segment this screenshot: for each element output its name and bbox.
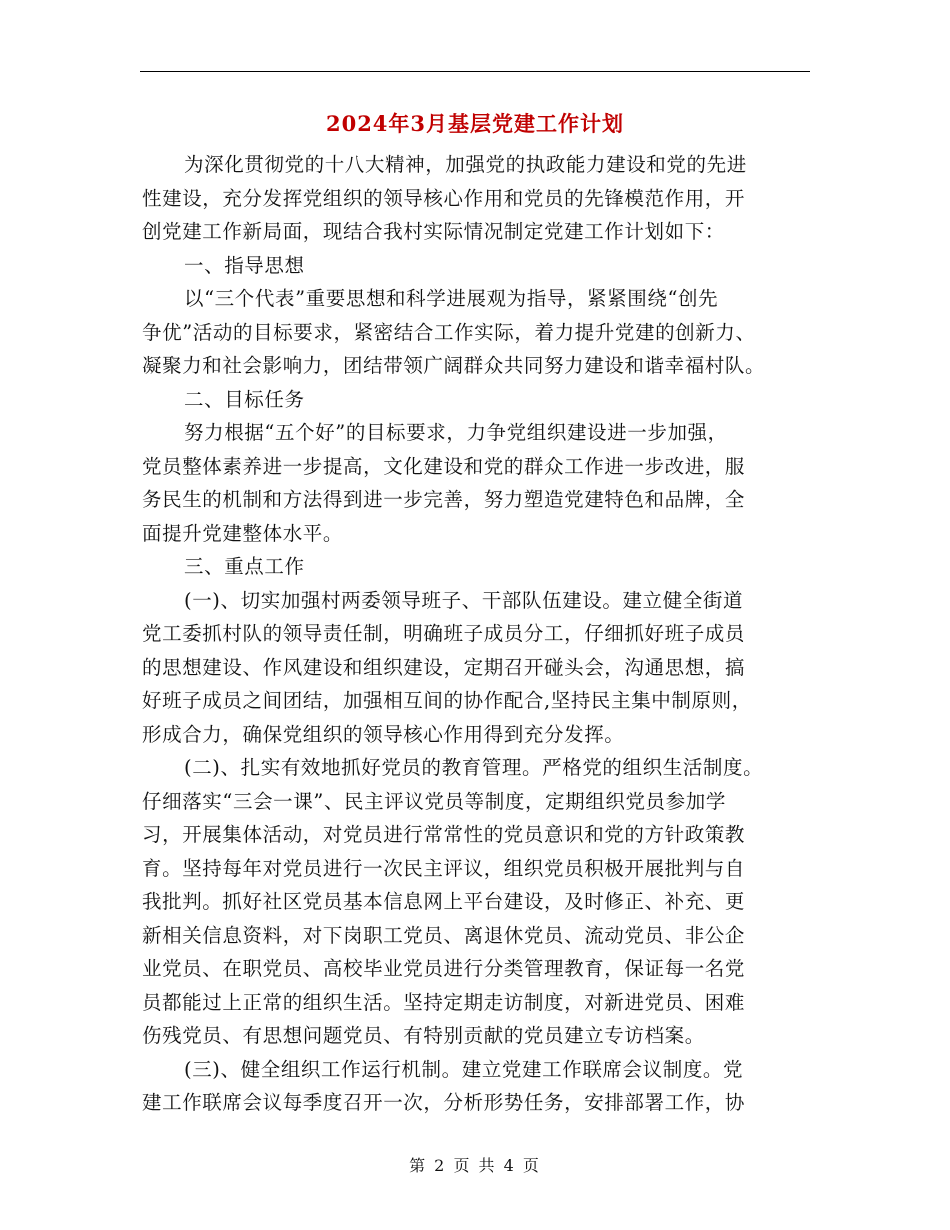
text-line: 业党员、在职党员、高校毕业党员进行分类管理教育，保证每一名党 <box>142 957 746 980</box>
text-line: 以“三个代表”重要思想和科学进展观为指导，紧紧围绕“创先 <box>184 287 719 310</box>
header-rule <box>140 71 810 72</box>
text-line: 党工委抓村队的领导责任制，明确班子成员分工，仔细抓好班子成员 <box>142 622 746 645</box>
text-line: 为深化贯彻党的十八大精神，加强党的执政能力建设和党的先进 <box>184 153 747 176</box>
document-body <box>142 148 802 1120</box>
text-line: 党员整体素养进一步提高，文化建设和党的群众工作进一步改进，服 <box>142 454 746 478</box>
text-line: 形成合力，确保党组织的领导核心作用得到充分发挥。 <box>142 722 625 746</box>
text-line: 育。坚持每年对党员进行一次民主评议，组织党员积极开展批判与自 <box>142 856 746 880</box>
text-line: (二)、扎实有效地抓好党员的教育管理。严格党的组织生活制度。 <box>184 756 764 779</box>
text-line: 习，开展集体活动，对党员进行常常性的党员意识和党的方针政策教 <box>142 823 746 846</box>
text-line: (一)、切实加强村两委领导班子、干部队伍建设。建立健全街道 <box>184 588 744 612</box>
text-line: 面提升党建整体水平。 <box>142 521 344 545</box>
text-line: 的思想建设、作风建设和组织建设，定期召开碰头会，沟通思想，搞 <box>142 655 746 679</box>
text-line: 员都能过上正常的组织生活。坚持定期走访制度，对新进党员、困难 <box>142 990 746 1014</box>
text-line: (三)、健全组织工作运行机制。建立党建工作联席会议制度。党 <box>184 1057 744 1081</box>
text-line: 仔细落实“三会一课”、民主评议党员等制度，定期组织党员参加学 <box>142 789 726 813</box>
text-line: 好班子成员之间团结，加强相互间的协作配合,坚持民主集中制原则， <box>142 689 752 712</box>
text-line: 凝聚力和社会影响力，团结带领广阔群众共同努力建设和谐幸福村队。 <box>142 354 766 377</box>
text-line: 我批判。抓好社区党员基本信息网上平台建设，及时修正、补充、更 <box>142 890 746 913</box>
text-line: 一、指导思想 <box>184 253 305 277</box>
text-line: 建工作联席会议每季度召开一次，分析形势任务，安排部署工作，协 <box>142 1091 746 1114</box>
text-line: 争优”活动的目标要求，紧密结合工作实际，着力提升党建的创新力、 <box>142 320 756 344</box>
text-line: 努力根据“五个好”的目标要求，力争党组织建设进一步加强， <box>184 421 728 444</box>
text-line: 性建设，充分发挥党组织的领导核心作用和党员的先锋模范作用，开 <box>142 186 746 210</box>
text-line: 新相关信息资料，对下岗职工党员、离退休党员、流动党员、非公企 <box>142 923 746 947</box>
text-line: 创党建工作新局面，现结合我村实际情况制定党建工作计划如下： <box>142 220 725 243</box>
text-line: 务民生的机制和方法得到进一步完善，努力塑造党建特色和品牌，全 <box>142 488 746 511</box>
text-line: 三、重点工作 <box>184 555 305 578</box>
document-title: 2024年3月基层党建工作计划 <box>325 111 625 136</box>
text-line: 二、目标任务 <box>184 387 305 411</box>
text-line: 伤残党员、有思想问题党员、有特别贡献的党员建立专访档案。 <box>142 1024 705 1047</box>
page-number-footer: 第 2 页 共 4 页 <box>409 1156 541 1175</box>
